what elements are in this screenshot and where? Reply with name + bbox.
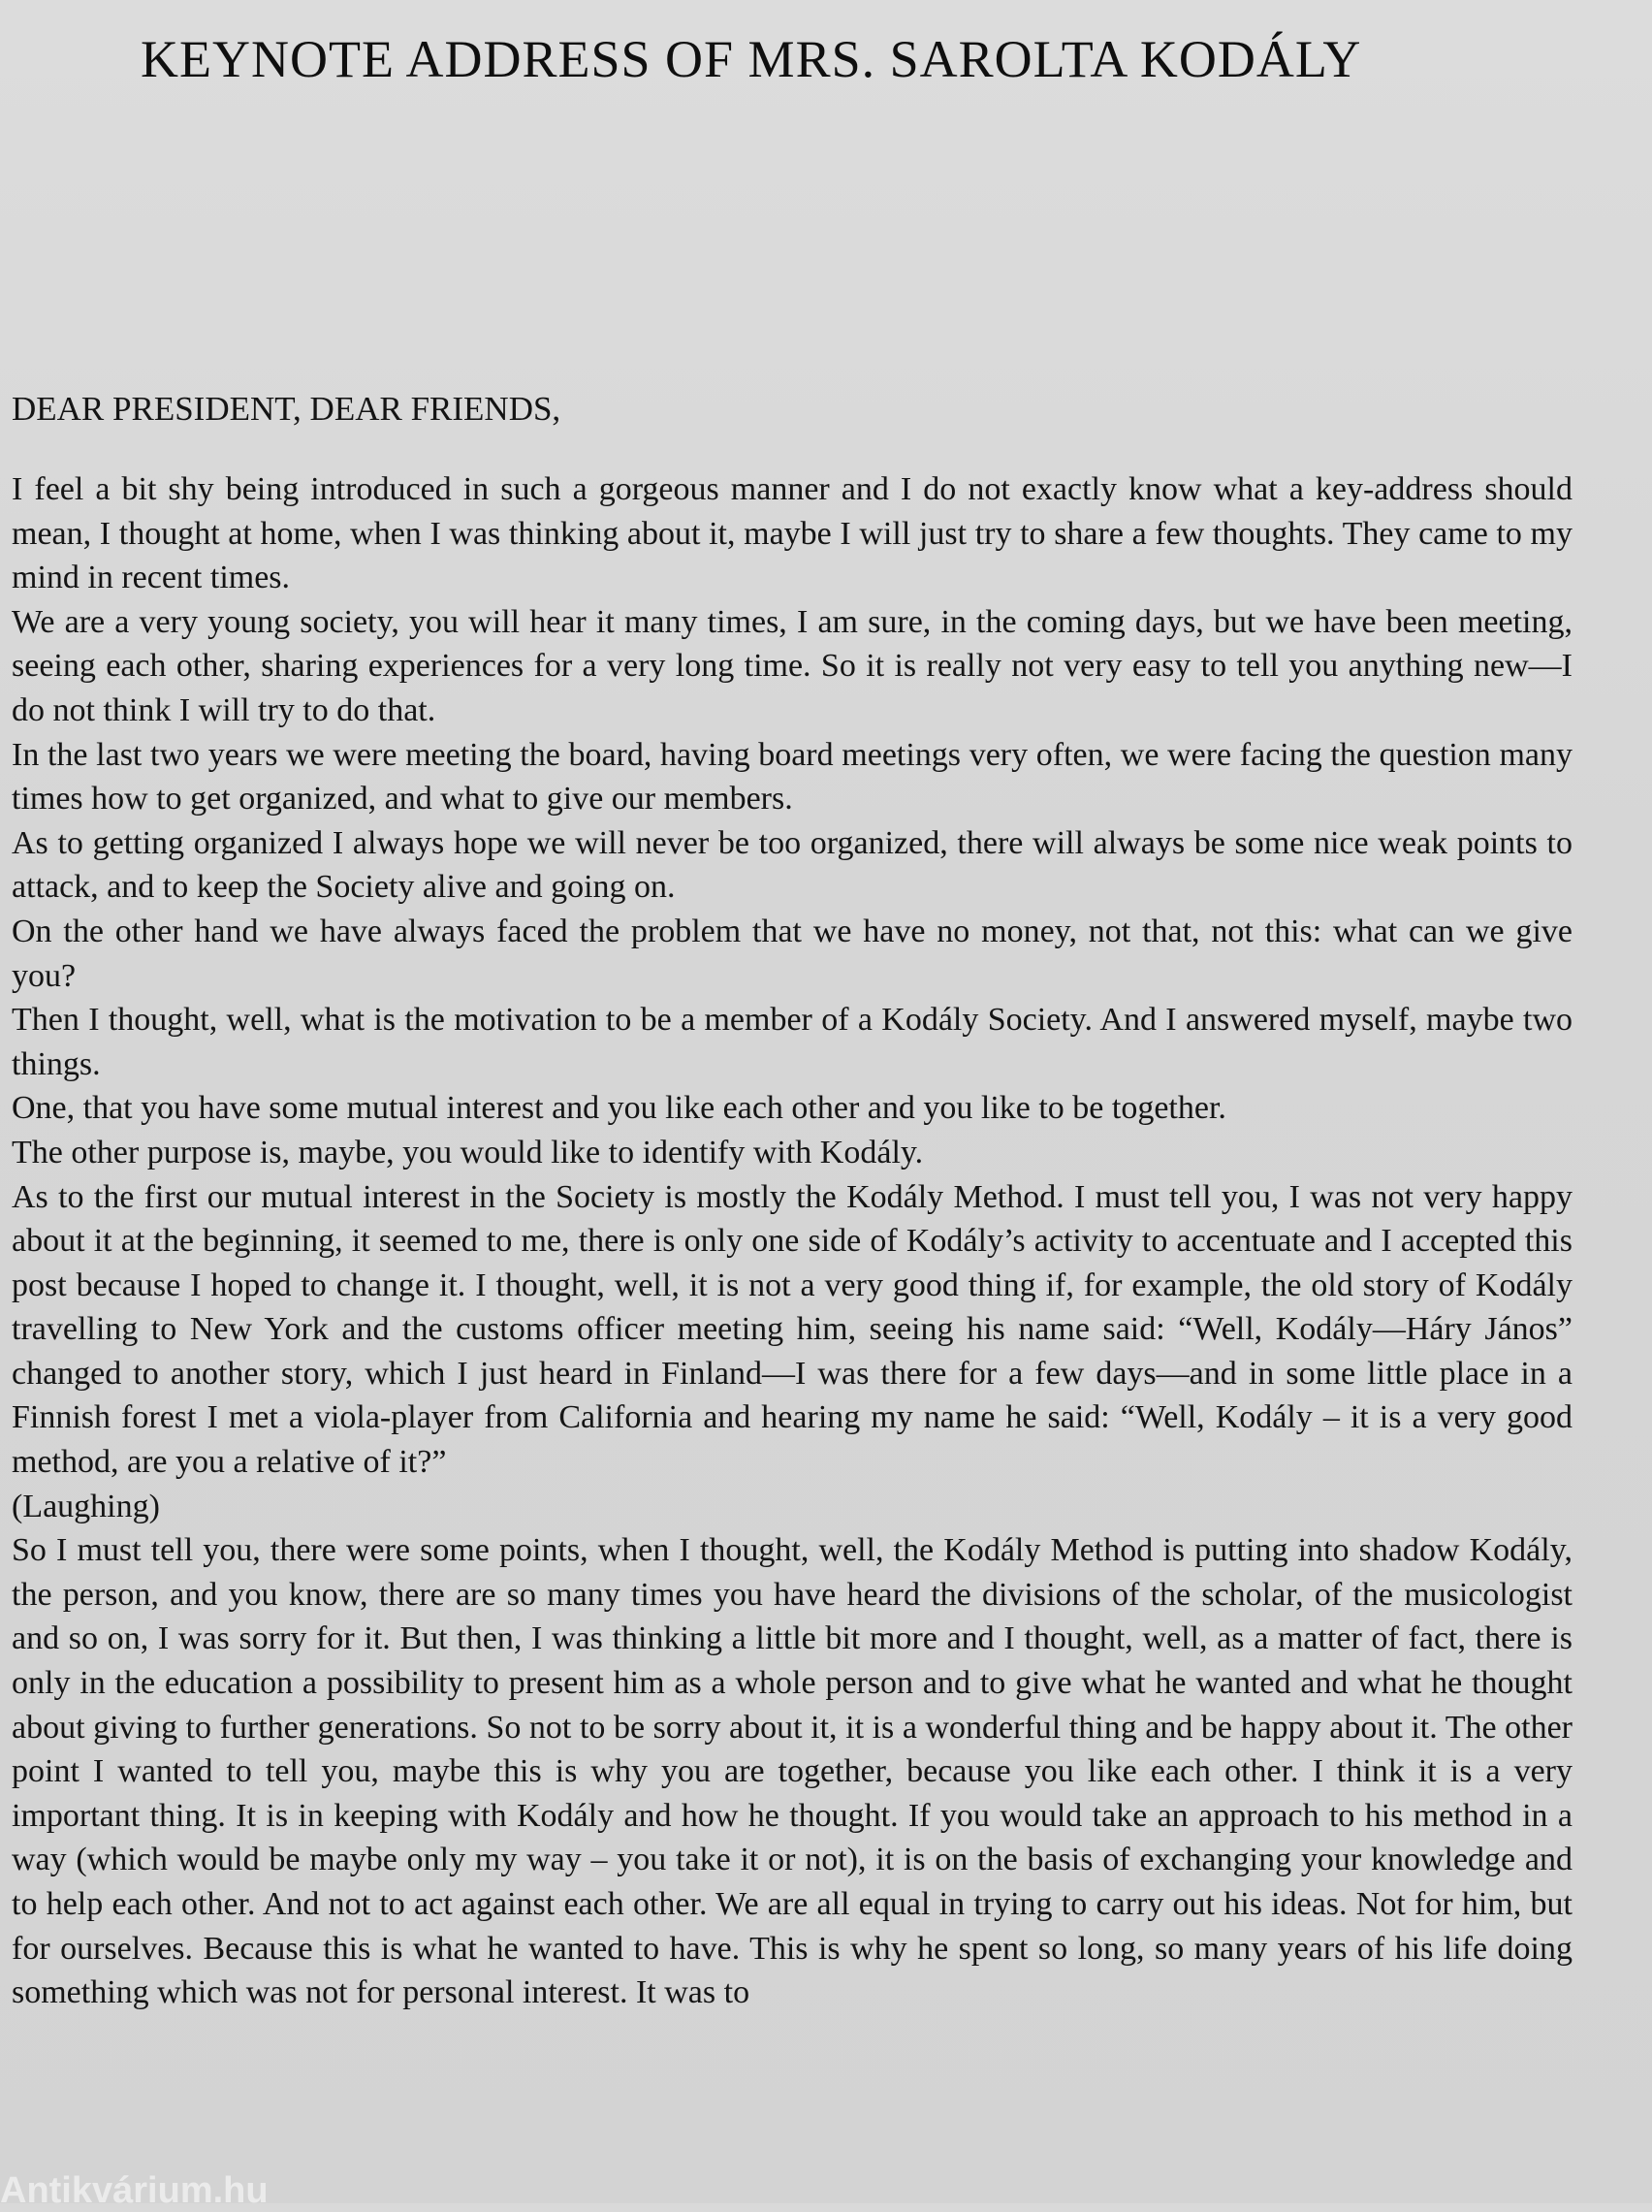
- paragraph-laughing: (Laughing): [12, 1488, 160, 1524]
- paragraph-kodaly-method: As to the first our mutual interest in the Society is mostly the Kodály Method. I must tell you, I was not very happy about it at the beginning, it seemed to me, there is only one side of Kodály’s activity to accentuate and I accepted this post because I hoped to change it. I thought, well, it is not a very good thing if, for example, the old story of Kodály travelling to New York and the customs officer meeting him, seeing his name said: “Well, Kodály—Háry János” changed to another story, which I just heard in Finland—I was there for a few days—and in some little place in a Finnish forest I met a viola-player from California and hearing my name he said: “Well, Kodály – it is a very good method, are you a relative of it?”: [12, 1178, 1573, 1481]
- address-body: [12, 467, 1573, 2015]
- paragraph-identify: The other purpose is, maybe, you would like to identify with Kodály.: [12, 1134, 924, 1170]
- paragraph-young-society: We are a very young society, you will hear it many times, I am sure, in the coming days, but we have been meeting, seeing each other, sharing experiences for a very long time. So it is really not very easy to tell you anything new—I do not think I will try to do that.: [12, 603, 1573, 728]
- paragraph-getting-organized: As to getting organized I always hope we will never be too organized, there will always be some nice weak points to attack, and to keep the Society alive and going on.: [12, 824, 1573, 906]
- paragraph-mutual-interest: One, that you have some mutual interest and you like each other and you like to be together.: [12, 1090, 1226, 1127]
- page-title: KEYNOTE ADDRESS OF MRS. SAROLTA KODÁLY: [141, 30, 1362, 88]
- watermark: Antikvárium.hu: [0, 2170, 269, 2211]
- paragraph-intro: I feel a bit shy being introduced in such a gorgeous manner and I do not exactly know what a key-address should mean, I thought at home, when I was thinking about it, maybe I will just try to share a few thoughts. They came to my mind in recent times.: [12, 471, 1573, 596]
- paragraph-closing: So I must tell you, there were some points, when I thought, well, the Kodály Method is putting into shadow Kodály, the person, and you know, there are so many times you have heard the divisions of the scholar, of the musicologist and so on, I was sorry for it. But then, I was thinking a little bit more and I thought, well, as a matter of fact, there is only in the education a possibility to present him as a whole person and to give what he wanted and what he thought about giving to further generations. So not to be sorry about it, it is a wonderful thing and be happy about it. The other point I wanted to tell you, maybe this is why you are together, because you like each other. I think it is a very important thing. It is in keeping with Kodály and how he thought. If you would take an approach to his method in a way (which would be maybe only my way – you take it or not), it is on the basis of exchanging your knowledge and to help each other. And not to act against each other. We are all equal in trying to carry out his ideas. Not for him, but for ourselves. Because this is what he wanted to have. This is why he spent so long, so many years of his life doing something which was not for personal interest. It was to: [12, 1532, 1573, 2011]
- paragraph-board-meetings: In the last two years we were meeting the board, having board meetings very often, we were facing the question many times how to get organized, and what to give our members.: [12, 736, 1573, 817]
- paragraph-no-money: On the other hand we have always faced the problem that we have no money, not that, not this: what can we give you?: [12, 913, 1573, 994]
- paragraph-motivation: Then I thought, well, what is the motivation to be a member of a Kodály Society. And I answered myself, maybe two things.: [12, 1002, 1573, 1082]
- salutation: DEAR PRESIDENT, DEAR FRIENDS,: [12, 390, 561, 428]
